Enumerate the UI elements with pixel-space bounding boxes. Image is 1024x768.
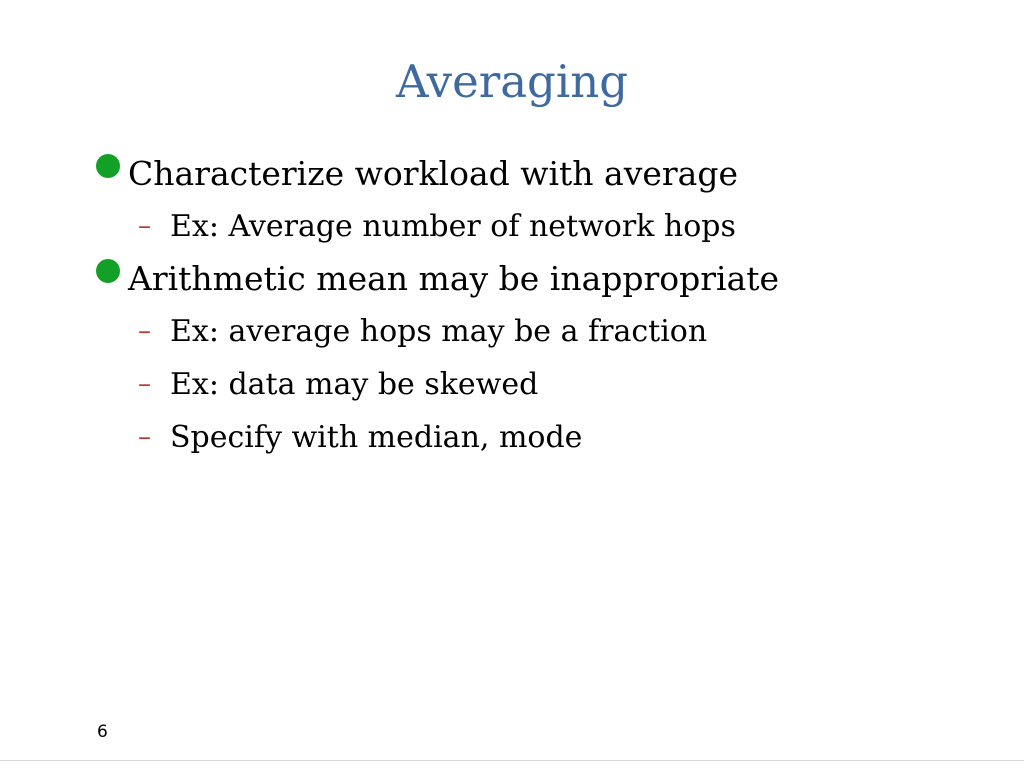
sub-bullet-item [94, 411, 994, 464]
sub-bullet-item [94, 200, 994, 253]
footer-divider [0, 760, 1024, 761]
sub-bullet-item [94, 305, 994, 358]
bullet-text: Arithmetic mean may be inappropriate [128, 259, 780, 298]
sub-bullet-text: Ex: average hops may be a fraction [170, 314, 708, 349]
page-number: 6 [97, 722, 108, 742]
dash-icon: – [138, 316, 151, 346]
bullet-item [94, 253, 994, 305]
sub-bullet-text: Ex: Average number of network hops [170, 209, 736, 244]
sub-bullet-text: Specify with median, mode [170, 420, 583, 455]
bullet-list [94, 148, 994, 464]
sub-bullet-text: Ex: data may be skewed [170, 367, 539, 402]
bullet-item [94, 148, 994, 200]
sub-bullet-item [94, 358, 994, 411]
bullet-text: Characterize workload with average [128, 154, 738, 193]
dash-icon: – [138, 211, 151, 241]
bullet-dot-icon [96, 154, 120, 178]
dash-icon: – [138, 369, 151, 399]
bullet-dot-icon [96, 259, 120, 283]
dash-icon: – [138, 422, 151, 452]
slide-title: Averaging [395, 55, 629, 108]
